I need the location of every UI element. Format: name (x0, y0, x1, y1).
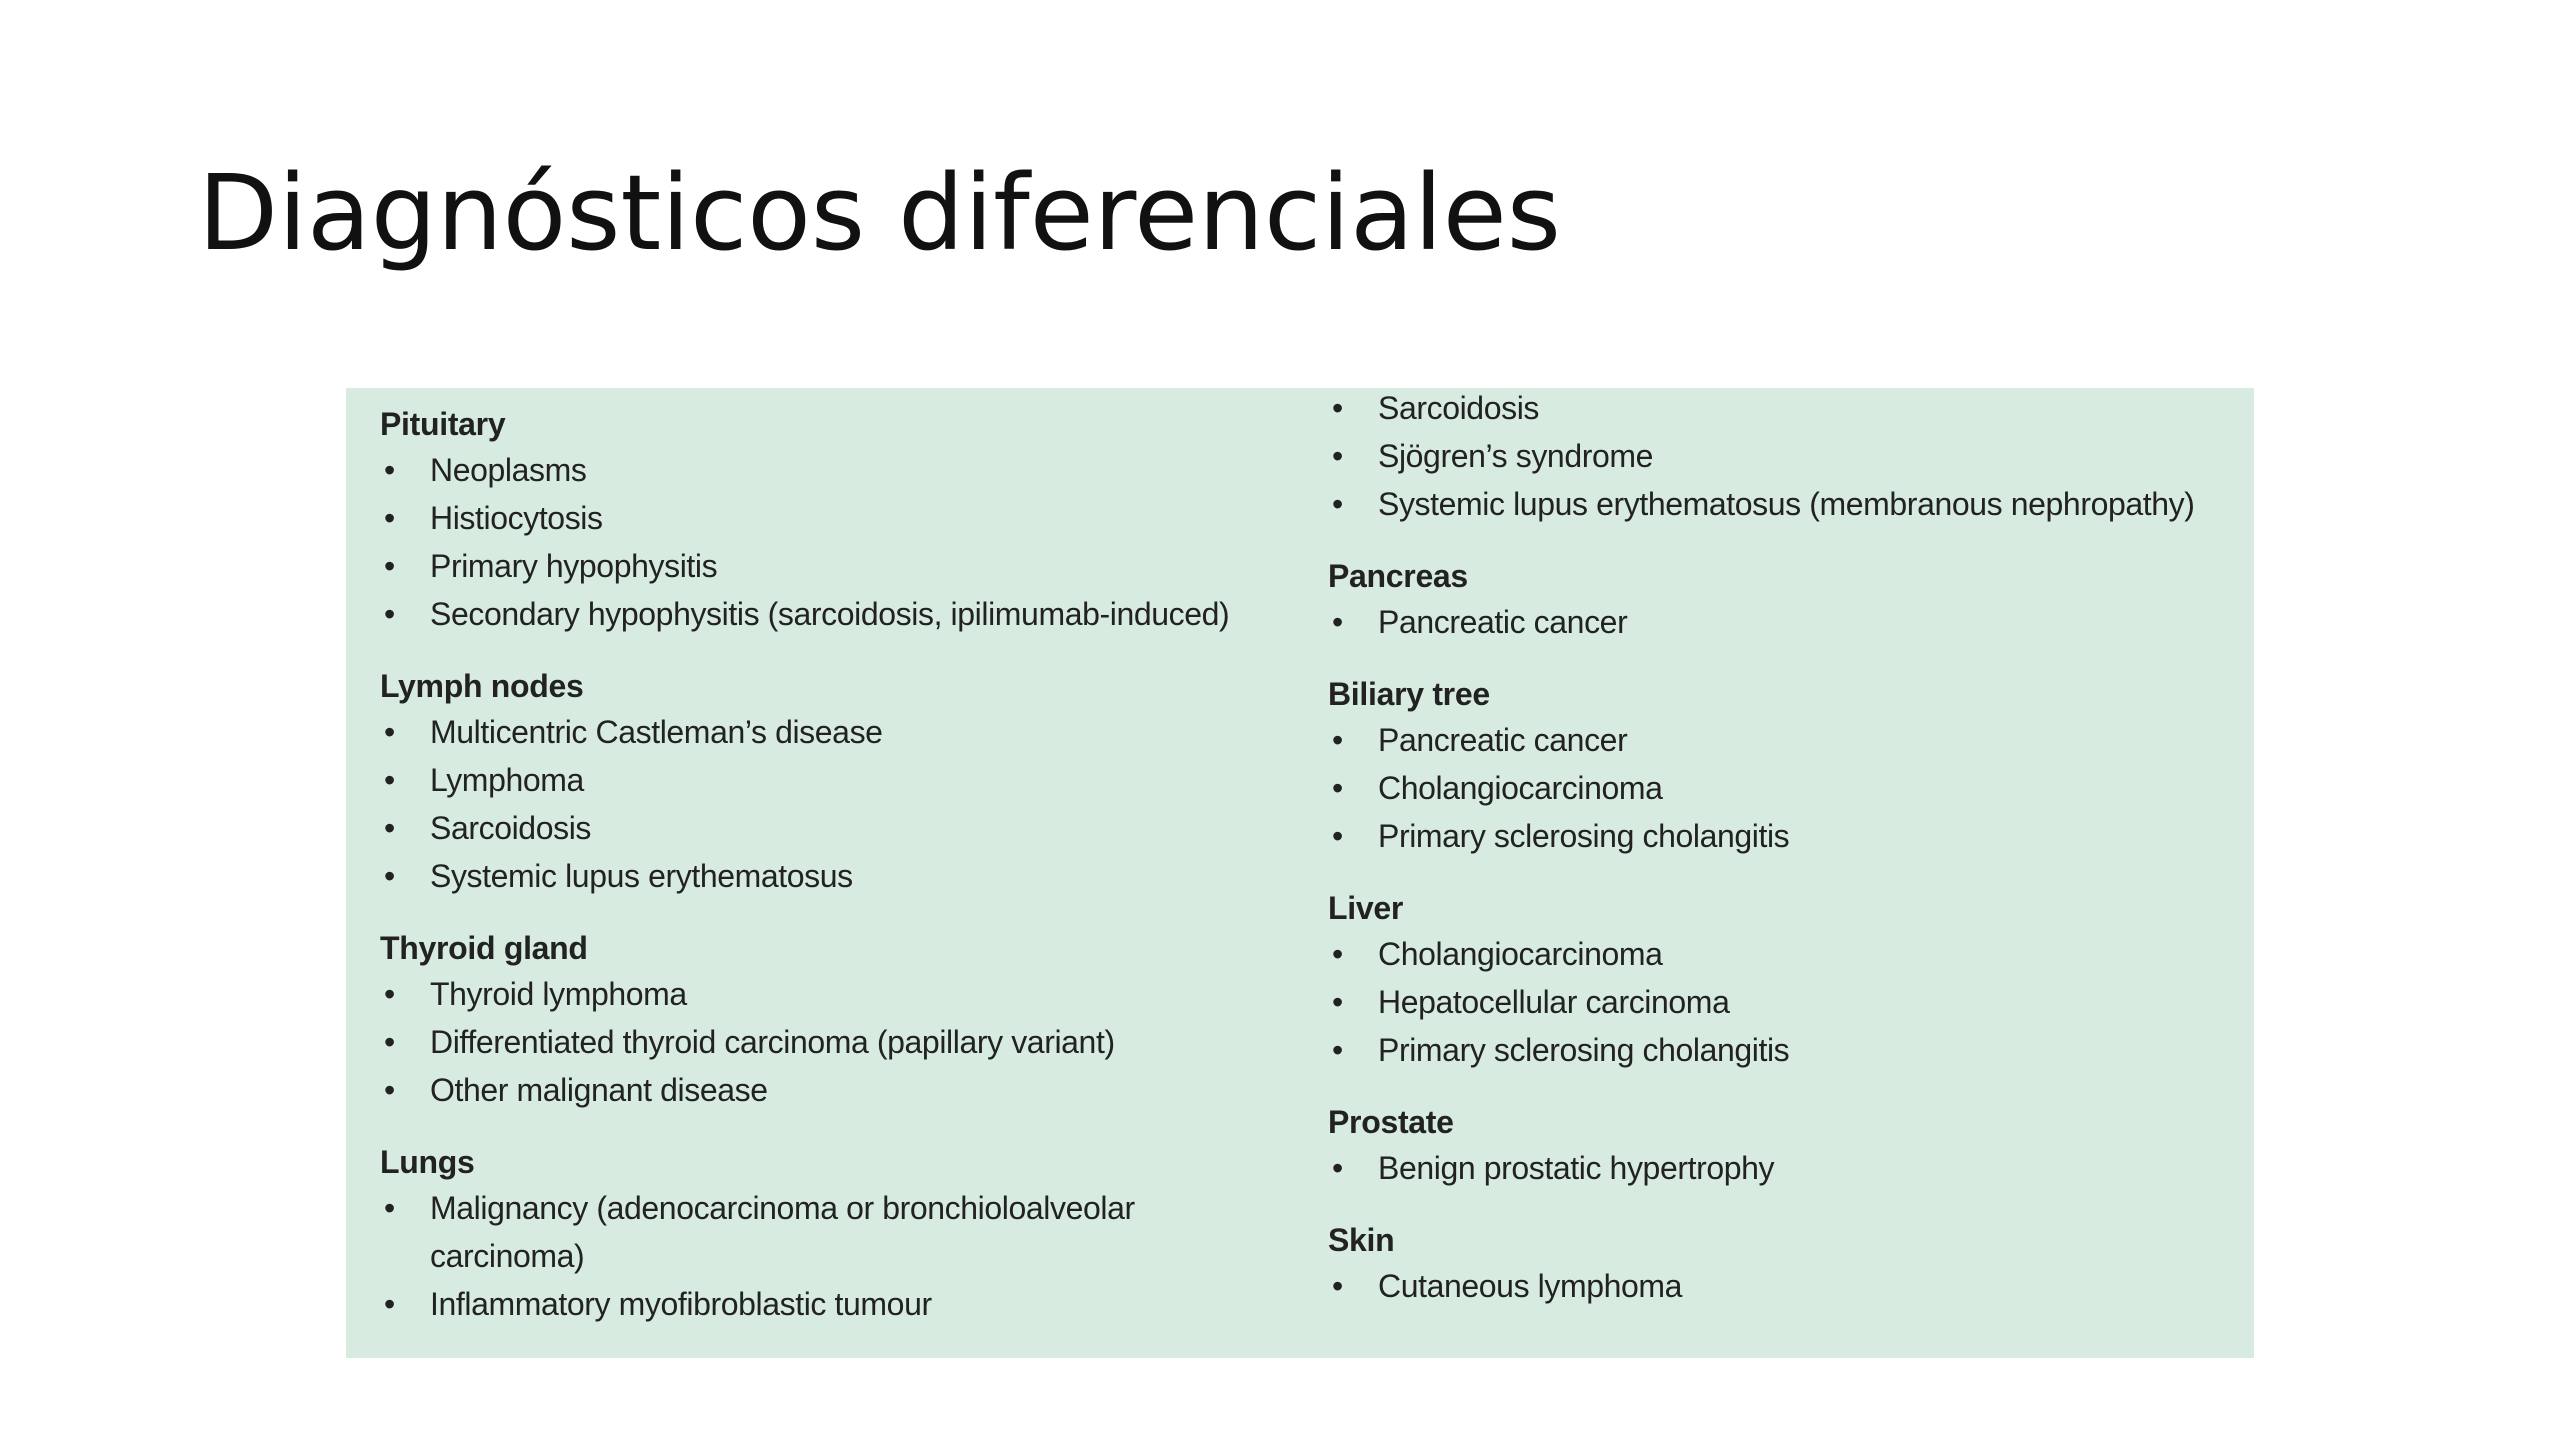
list-item-text: Neoplasms (430, 452, 587, 488)
list-item-text: Systemic lupus erythematosus (430, 858, 853, 894)
bullet-list (1328, 1262, 2228, 1310)
differential-diagnosis-table (346, 388, 2254, 1358)
section-heading: Biliary tree (1328, 676, 1490, 712)
list-item-text: Secondary hypophysitis (sarcoidosis, ipilimumab-induced) (430, 596, 1230, 632)
list-item-text: Multicentric Castleman’s disease (430, 714, 883, 750)
bullet-icon: • (1332, 604, 1343, 640)
bullet-icon: • (384, 500, 395, 536)
bullet-icon: • (1332, 1032, 1343, 1068)
list-item-text: Sarcoidosis (430, 810, 592, 846)
bullet-icon: • (1332, 722, 1343, 758)
bullet-list (380, 1184, 1320, 1328)
list-item (380, 1280, 1320, 1328)
list-item (1328, 812, 2228, 860)
bullet-icon: • (1332, 818, 1343, 854)
bullet-icon: • (384, 1024, 395, 1060)
list-item-text: Differentiated thyroid carcinoma (papillary variant) (430, 1024, 1115, 1060)
list-item-text: Primary hypophysitis (430, 548, 718, 584)
slide-title: Diagnósticos diferenciales (198, 152, 1561, 274)
list-item-text: Histiocytosis (430, 500, 603, 536)
list-item-text: Pancreatic cancer (1378, 604, 1628, 640)
list-item-text: Systemic lupus erythematosus (membranous nephropathy) (1378, 486, 2195, 522)
bullet-list (1328, 598, 2228, 646)
bullet-icon: • (384, 548, 395, 584)
list-item-text: Pancreatic cancer (1378, 722, 1628, 758)
list-item (380, 1066, 1320, 1114)
list-item (380, 708, 1320, 756)
section-heading: Pituitary (380, 406, 506, 442)
section-heading: Lymph nodes (380, 668, 584, 704)
list-item-text: Cholangiocarcinoma (1378, 770, 1663, 806)
bullet-icon: • (384, 810, 395, 846)
list-item-text: Cholangiocarcinoma (1378, 936, 1663, 972)
list-item (1328, 1262, 2228, 1310)
bullet-icon: • (384, 1190, 395, 1226)
list-item-text: Hepatocellular carcinoma (1378, 984, 1730, 1020)
list-item (380, 494, 1320, 542)
bullet-list (380, 708, 1320, 900)
section-thyroid-gland (380, 926, 1320, 1114)
list-item-text: Benign prostatic hypertrophy (1378, 1150, 1775, 1186)
section-pituitary (380, 402, 1320, 638)
left-column (380, 388, 1320, 1328)
bullet-icon: • (1332, 390, 1343, 426)
bullet-icon: • (1332, 438, 1343, 474)
list-item-text: Other malignant disease (430, 1072, 768, 1108)
list-item (1328, 388, 2228, 432)
bullet-icon: • (384, 714, 395, 750)
list-item (1328, 764, 2228, 812)
bullet-icon: • (1332, 486, 1343, 522)
bullet-icon: • (384, 858, 395, 894)
section-liver (1328, 886, 2228, 1074)
section-prostate (1328, 1100, 2228, 1192)
bullet-icon: • (1332, 936, 1343, 972)
list-item (380, 804, 1320, 852)
section-heading: Pancreas (1328, 558, 1468, 594)
list-item-text: Sarcoidosis (1378, 390, 1540, 426)
list-item (1328, 1144, 2228, 1192)
list-item (1328, 480, 2228, 528)
right-column (1328, 388, 2228, 1310)
bullet-icon: • (384, 976, 395, 1012)
list-item-text: Malignancy (adenocarcinoma or bronchioloalveolar carcinoma) (430, 1190, 1135, 1274)
bullet-list (1328, 930, 2228, 1074)
list-item (1328, 1026, 2228, 1074)
list-item-text: Primary sclerosing cholangitis (1378, 818, 1790, 854)
list-item (380, 590, 1320, 638)
list-item (1328, 978, 2228, 1026)
list-item-text: Inflammatory myofibroblastic tumour (430, 1286, 932, 1322)
list-item (1328, 432, 2228, 480)
bullet-list (1328, 1144, 2228, 1192)
bullet-list (1328, 716, 2228, 860)
list-item (380, 1184, 1320, 1280)
bullet-icon: • (1332, 770, 1343, 806)
list-item-text: Thyroid lymphoma (430, 976, 687, 1012)
bullet-icon: • (1332, 1268, 1343, 1304)
list-item-text: Primary sclerosing cholangitis (1378, 1032, 1790, 1068)
section-heading: Liver (1328, 890, 1403, 926)
section-biliary-tree (1328, 672, 2228, 860)
bullet-icon: • (384, 1072, 395, 1108)
section-heading: Skin (1328, 1222, 1395, 1258)
list-item (1328, 716, 2228, 764)
bullet-icon: • (384, 596, 395, 632)
list-item-text: Lymphoma (430, 762, 584, 798)
section-pancreas (1328, 554, 2228, 646)
list-item (380, 446, 1320, 494)
bullet-icon: • (384, 452, 395, 488)
bullet-icon: • (1332, 984, 1343, 1020)
bullet-list (1328, 388, 2228, 528)
list-item (380, 542, 1320, 590)
list-item (380, 756, 1320, 804)
list-item-text: Cutaneous lymphoma (1378, 1268, 1683, 1304)
section-heading: Thyroid gland (380, 930, 588, 966)
section-heading: Lungs (380, 1144, 475, 1180)
list-item-text: Sjögren’s syndrome (1378, 438, 1654, 474)
bullet-list (380, 970, 1320, 1114)
bullet-list (380, 446, 1320, 638)
list-item (380, 1018, 1320, 1066)
list-item (380, 970, 1320, 1018)
section-lymph-nodes (380, 664, 1320, 900)
section-continued (1328, 388, 2228, 528)
list-item (380, 852, 1320, 900)
section-skin (1328, 1218, 2228, 1310)
bullet-icon: • (384, 1286, 395, 1322)
list-item (1328, 930, 2228, 978)
bullet-icon: • (384, 762, 395, 798)
bullet-icon: • (1332, 1150, 1343, 1186)
list-item (1328, 598, 2228, 646)
section-lungs (380, 1140, 1320, 1328)
section-heading: Prostate (1328, 1104, 1454, 1140)
